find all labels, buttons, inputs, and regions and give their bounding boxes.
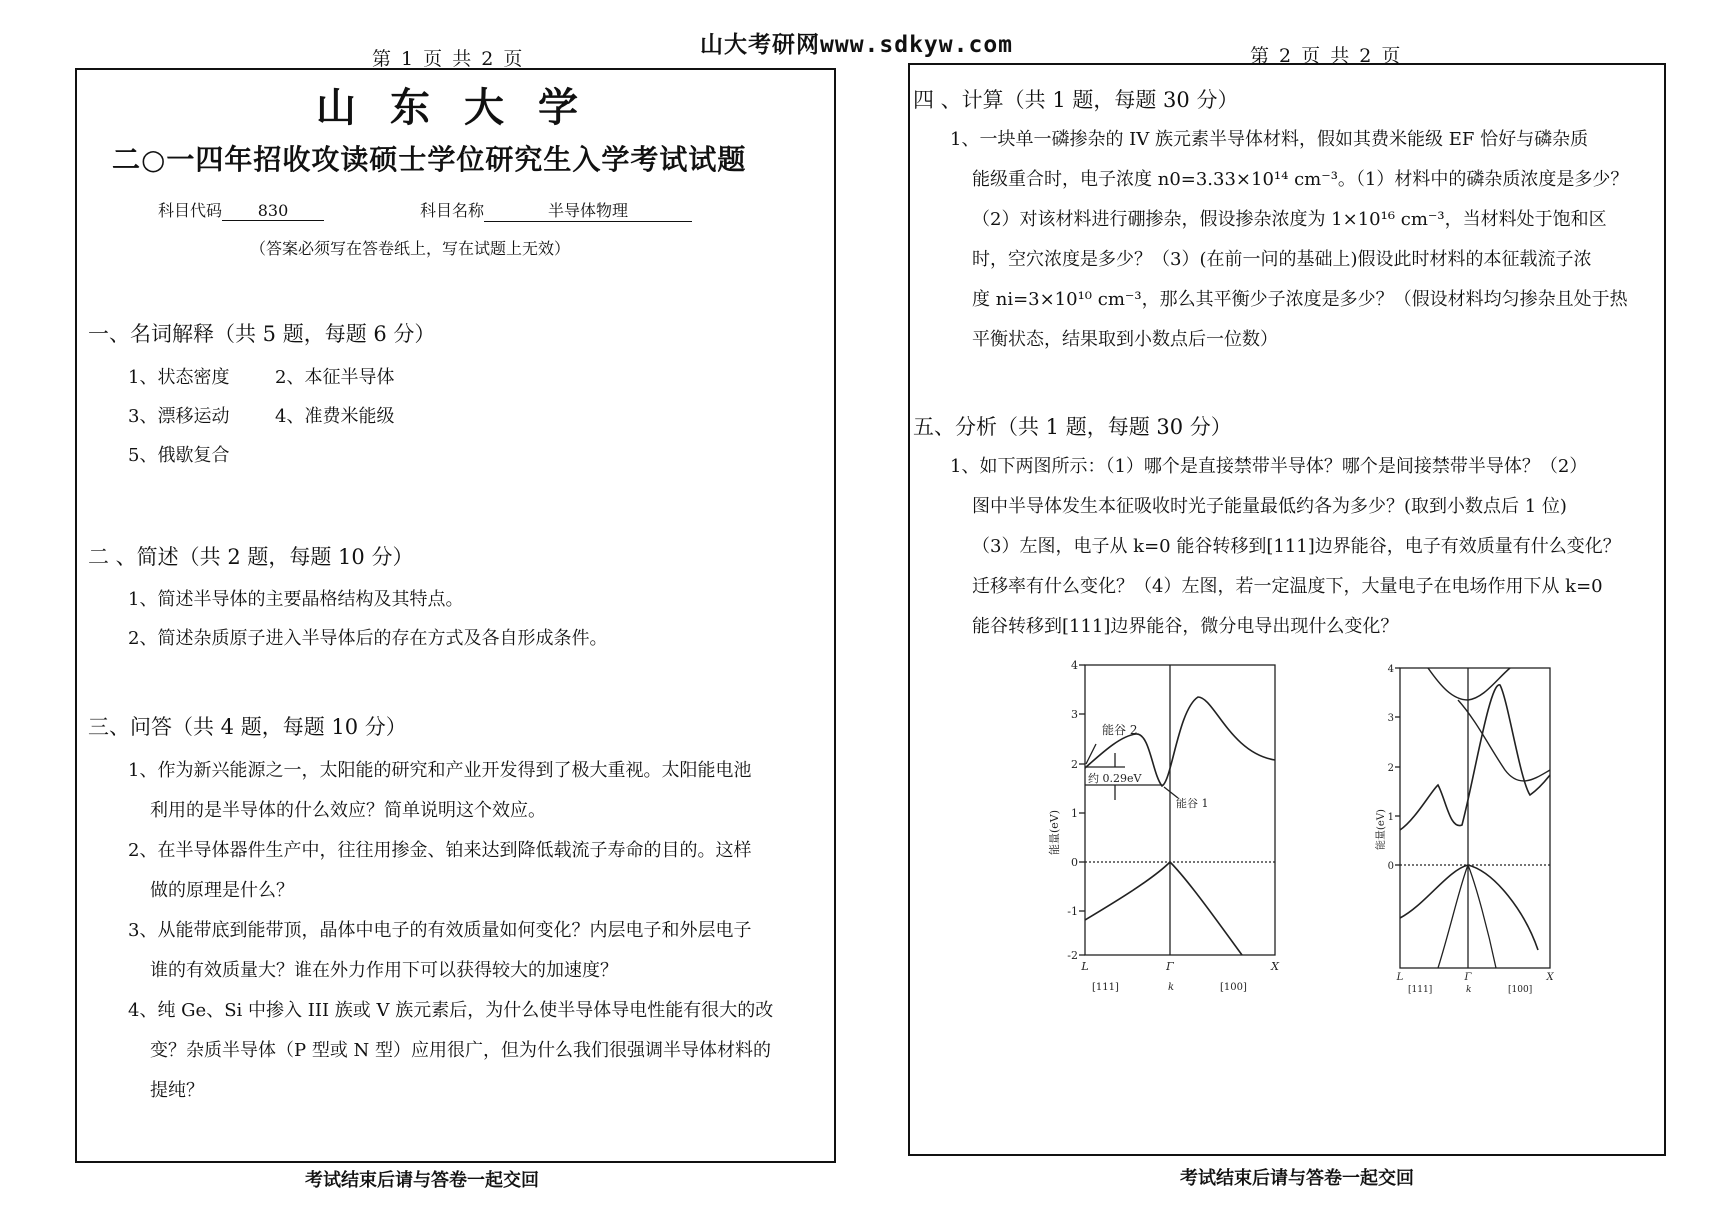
section-1-title: 一、名词解释（共 5 题，每题 6 分） (88, 322, 436, 346)
fig1-ytick-label: 1 (1071, 807, 1078, 820)
fig1-xtick-label: Γ (1166, 960, 1174, 973)
fig1-ytick-label: 2 (1071, 758, 1078, 771)
fig2-crossing-band (1458, 700, 1550, 781)
section-5-title: 五、分析（共 1 题，每题 30 分） (913, 415, 1232, 439)
fig2-conduction-band (1400, 685, 1550, 830)
fig2-ytick-label: 0 (1387, 861, 1394, 872)
fig1-xdir-left: [111] (1092, 982, 1119, 993)
short-answer-1: 1、简述半导体的主要晶格结构及其特点。 (128, 589, 464, 610)
section-2-title: 二 、简述（共 2 题，每题 10 分） (88, 545, 414, 569)
fig1-valence-band (1085, 862, 1242, 955)
fig2-ytick-label: 2 (1387, 763, 1394, 774)
fig2-ylabel: 能量(eV) (1376, 809, 1387, 850)
fig1-ytick-label: 3 (1071, 708, 1078, 721)
q5-line: 迁移率有什么变化？（4）左图，若一定温度下，大量电子在电场作用下从 k=0 (972, 576, 1603, 597)
q4-line: （2）对该材料进行硼掺杂，假设掺杂浓度为 1×10¹⁶ cm⁻³，当材料处于饱和区 (972, 209, 1607, 230)
subject-name-label: 科目名称 (420, 201, 485, 220)
q3-line: 做的原理是什么？ (150, 880, 294, 901)
university-name: 山东大学 (316, 84, 612, 131)
fig2-xtick-label: L (1396, 972, 1404, 983)
fig1-xtick-label: L (1081, 960, 1089, 973)
fig1-valley1-label: 能谷 1 (1176, 797, 1209, 810)
term-4: 4、准费米能级 (275, 406, 395, 427)
exam-title: 二○一四年招收攻读硕士学位研究生入学考试试题 (112, 143, 747, 176)
q4-line: 时，空穴浓度是多少？（3）(在前一问的基础上)假设此时材料的本征载流子浓 (972, 249, 1592, 270)
fig2-frame (1400, 668, 1550, 968)
fig1-ytick-label: 4 (1071, 659, 1078, 672)
q4-line: 能级重合时，电子浓度 n0=3.33×10¹⁴ cm⁻³。（1）材料中的磷杂质浓度是多少？ (972, 169, 1629, 190)
fig1-ytick-label: 0 (1071, 856, 1078, 869)
section-4-question (950, 120, 1660, 360)
q3-line: 3、从能带底到能带顶，晶体中电子的有效质量如何变化？内层电子和外层电子 (128, 920, 752, 941)
fig2-xtick-label: X (1546, 972, 1554, 983)
fig2-xdir-left: [111] (1408, 985, 1433, 995)
fig1-ylabel: 能量(eV) (1048, 809, 1061, 855)
right-page-number: 第 2 页 共 2 页 (1250, 45, 1403, 67)
subject-name-row (420, 198, 692, 222)
short-answer-2: 2、简述杂质原子进入半导体后的存在方式及各自形成条件。 (128, 628, 608, 649)
section-4-title: 四 、计算（共 1 题，每题 30 分） (913, 88, 1239, 112)
fig2-xdir-mid: k (1466, 985, 1472, 995)
subject-code-row (158, 198, 324, 221)
q3-line: 1、作为新兴能源之一，太阳能的研究和产业开发得到了极大重视。太阳能电池 (128, 760, 752, 781)
q4-line: 1、一块单一磷掺杂的 IV 族元素半导体材料，假如其费米能级 EF 恰好与磷杂质 (950, 129, 1589, 150)
fig1-frame (1085, 665, 1275, 955)
term-5: 5、俄歇复合 (128, 445, 230, 466)
fig2-ytick-label: 4 (1387, 664, 1394, 675)
q3-line: 2、在半导体器件生产中，往往用掺金、铂来达到降低载流子寿命的目的。这样 (128, 840, 752, 861)
fig1-xdir-right: [100] (1220, 982, 1247, 993)
band-structure-right-figure (1370, 660, 1570, 995)
fig1-gap-label: 约 0.29eV (1088, 772, 1142, 785)
term-1: 1、状态密度 (128, 367, 230, 388)
fig1-ytick-label: -2 (1067, 949, 1078, 962)
answer-notice: （答案必须写在答卷纸上，写在试题上无效） (250, 239, 571, 258)
fig1-xtick-label: X (1271, 960, 1279, 973)
fig2-valence-light-left (1438, 865, 1468, 968)
fig1-xdir-mid: k (1168, 982, 1175, 993)
q3-line: 利用的是半导体的什么效应？简单说明这个效应。 (150, 800, 546, 821)
fig1-ytick-label: -1 (1067, 905, 1078, 918)
right-footer: 考试结束后请与答卷一起交回 (1180, 1168, 1414, 1189)
fig1-valley2-label: 能谷 2 (1102, 723, 1138, 737)
fig2-ytick-label: 3 (1387, 713, 1394, 724)
fig2-valence-heavy (1400, 865, 1538, 950)
subject-code-label: 科目代码 (158, 201, 223, 220)
q4-line: 度 ni=3×10¹⁰ cm⁻³，那么其平衡少子浓度是多少？（假设材料均匀掺杂且处于热 (972, 289, 1628, 310)
section-3-questions (128, 751, 828, 1111)
fig2-upper-band (1428, 668, 1510, 700)
fig2-xtick-label: Γ (1464, 972, 1472, 983)
q5-line: 图中半导体发生本征吸收时光子能量最低约各为多少？(取到小数点后 1 位) (972, 496, 1567, 517)
fig1-valley2-pointer (1086, 744, 1096, 764)
band-structure-left-figure (1040, 650, 1290, 1000)
q3-line: 谁的有效质量大？谁在外力作用下可以获得较大的加速度？ (150, 960, 618, 981)
q3-line: 提纯？ (150, 1080, 204, 1101)
left-footer: 考试结束后请与答卷一起交回 (305, 1170, 539, 1191)
site-banner: 山大考研网www.sdkyw.com (700, 32, 1014, 58)
fig2-valence-light-right (1468, 865, 1496, 968)
fig2-ytick-label: 1 (1387, 812, 1394, 823)
q4-line: 平衡状态，结果取到小数点后一位数） (972, 329, 1278, 350)
q3-line: 4、纯 Ge、Si 中掺入 III 族或 V 族元素后，为什么使半导体导电性能有很大的改 (128, 1000, 774, 1021)
left-page-number: 第 1 页 共 2 页 (372, 48, 525, 70)
subject-code-value: 830 (222, 201, 324, 221)
q5-line: 1、如下两图所示：（1）哪个是直接禁带半导体？哪个是间接禁带半导体？（2） (950, 456, 1588, 477)
section-5-question (950, 447, 1660, 647)
q5-line: 能谷转移到[111]边界能谷，微分电导出现什么变化？ (972, 616, 1399, 637)
subject-name-value: 半导体物理 (484, 198, 692, 222)
section-3-title: 三、问答（共 4 题，每题 10 分） (88, 715, 407, 739)
term-3: 3、漂移运动 (128, 406, 230, 427)
fig2-xdir-right: [100] (1508, 985, 1533, 995)
q3-line: 变？杂质半导体（P 型或 N 型）应用很广，但为什么我们很强调半导体材料的 (150, 1040, 772, 1061)
q5-line: （3）左图，电子从 k=0 能谷转移到[111]边界能谷，电子有效质量有什么变化？ (972, 536, 1621, 557)
term-2: 2、本征半导体 (275, 367, 395, 388)
